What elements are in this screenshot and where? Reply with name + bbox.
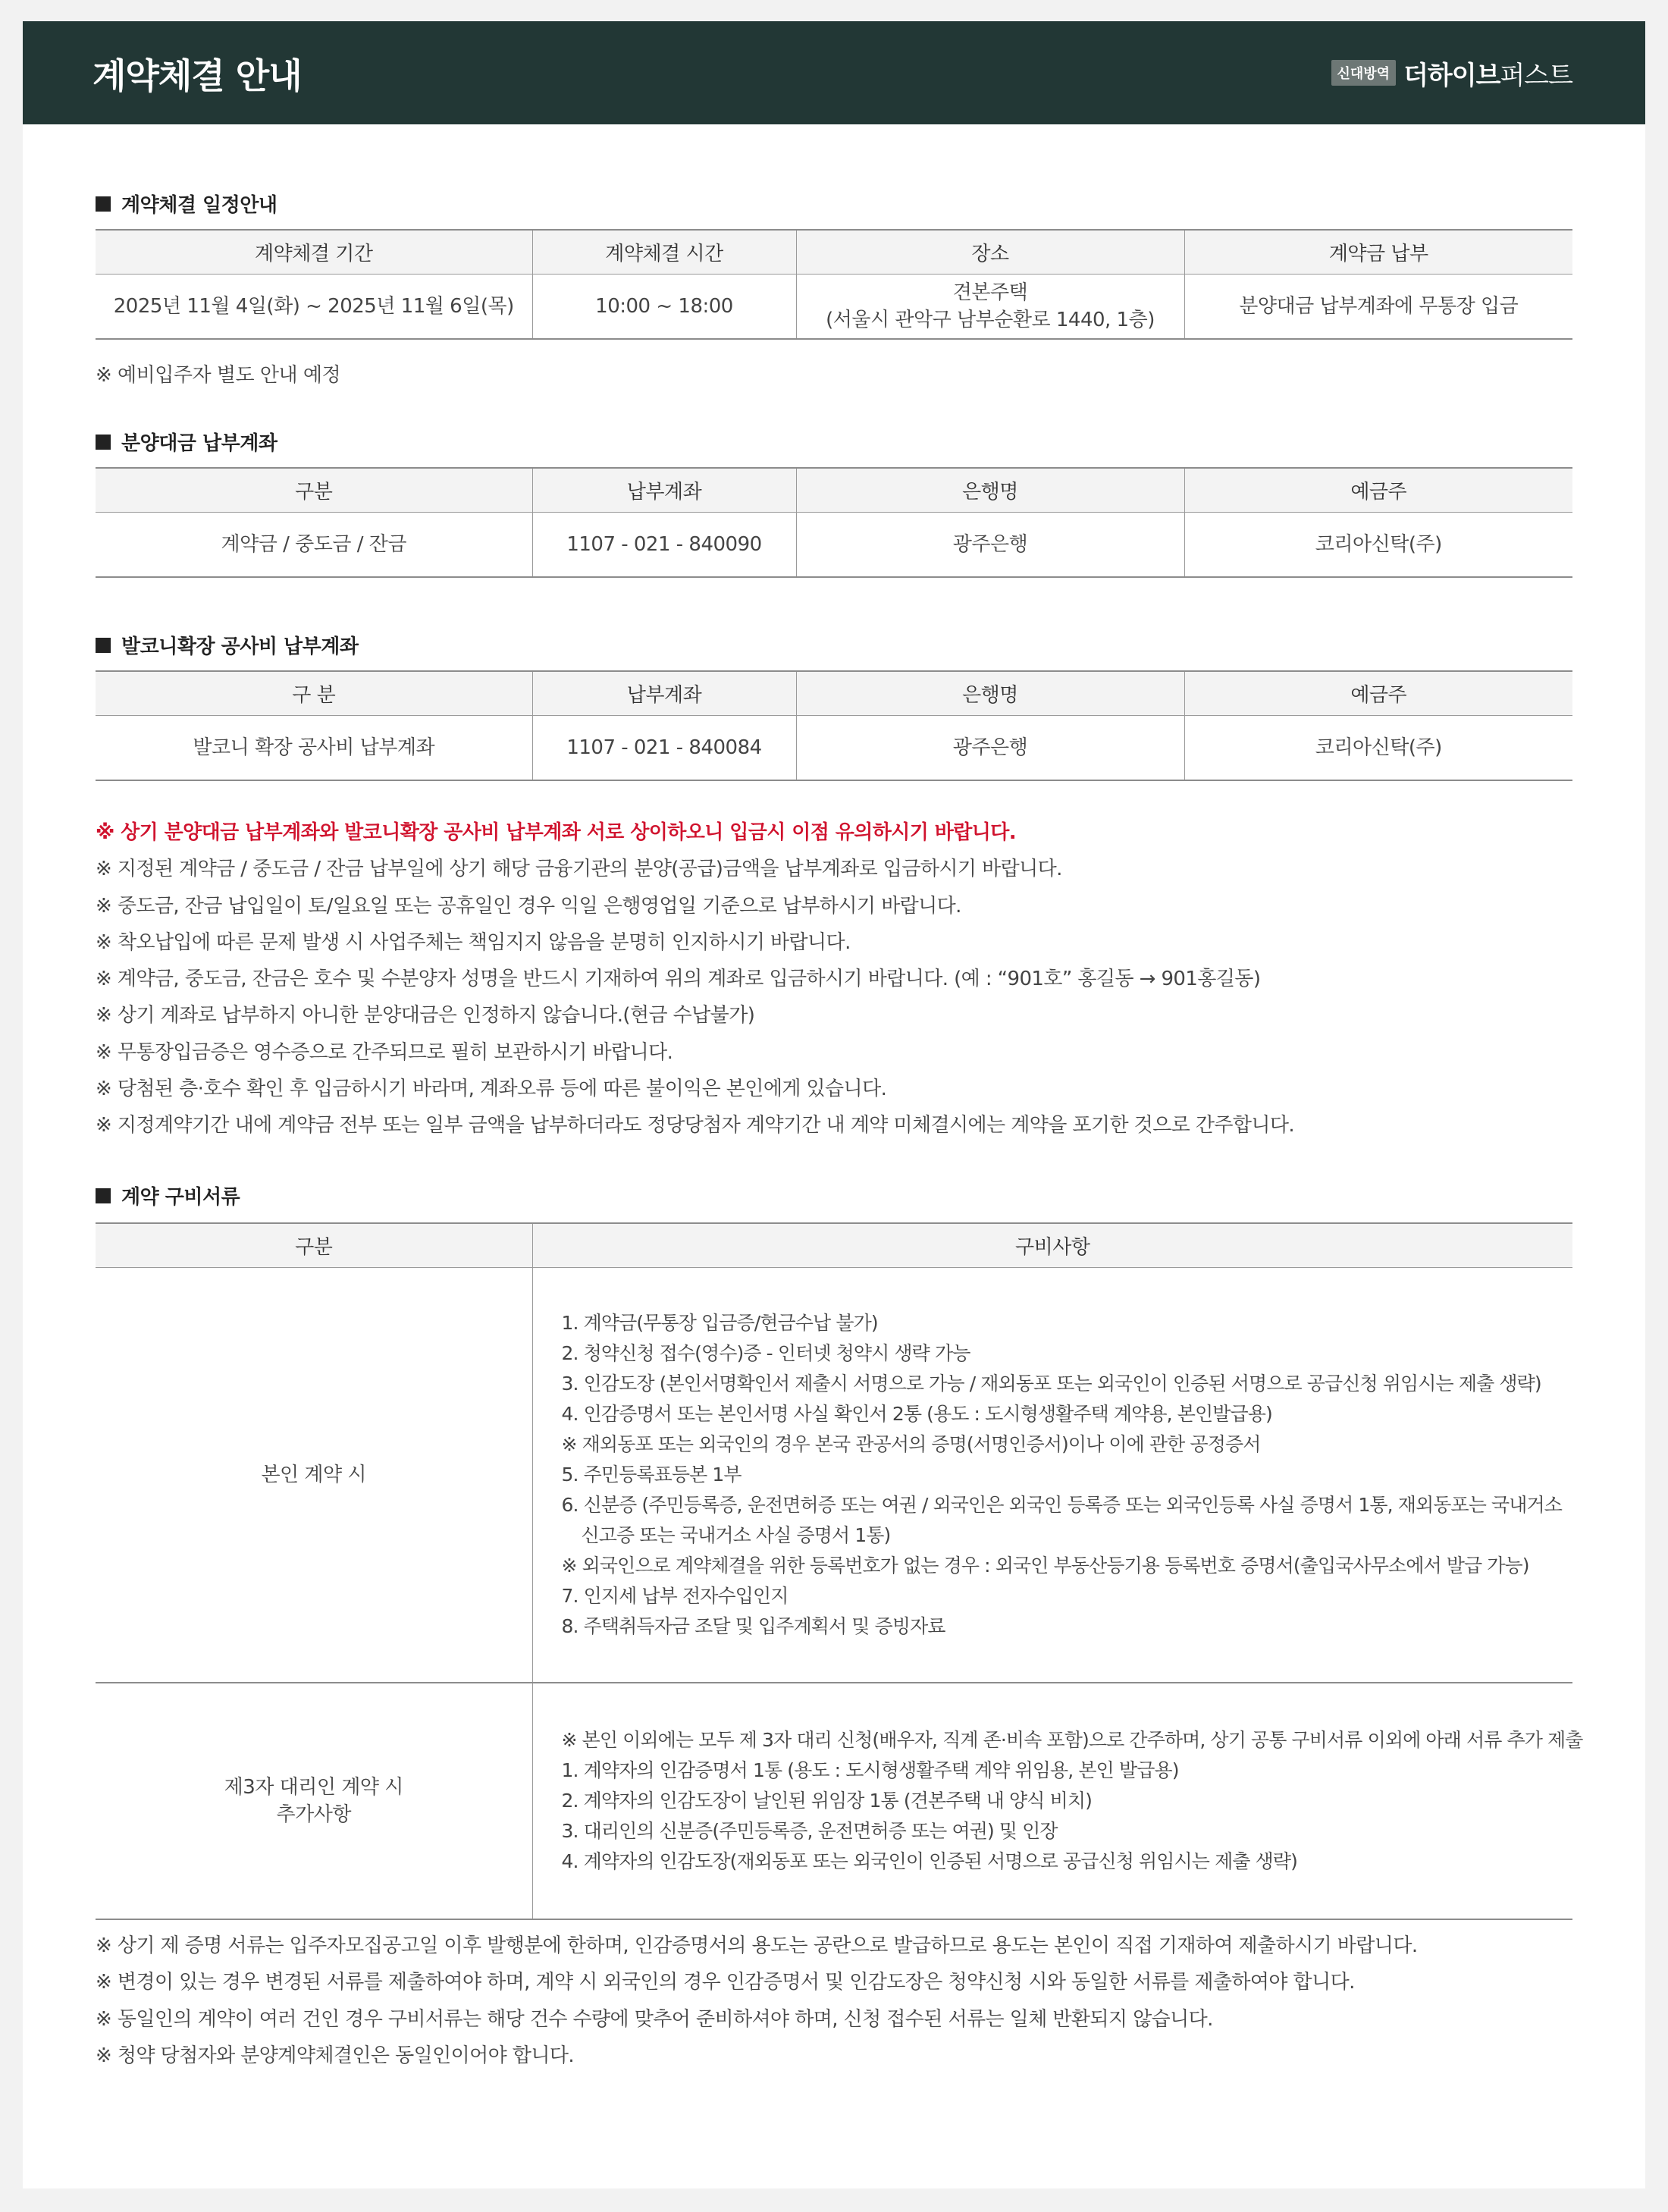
table-header-cell: 구 분 (96, 671, 532, 715)
brand-name-bold: 더하이브 (1403, 60, 1500, 91)
list-item: 3. 인감도장 (본인서명확인서 제출시 서명으로 가능 / 재외동포 또는 외국인이 인증된 서명으로 공급신청 위임시는 제출 생략) (561, 1372, 1541, 1395)
note-item: ※ 상기 계좌로 납부하지 아니한 분양대금은 인정하지 않습니다.(현금 수납불가) (96, 1004, 755, 1028)
list-item: 2. 청약신청 접수(영수)증 - 인터넷 청약시 생략 가능 (561, 1341, 970, 1364)
proxy-contract-label (96, 1683, 532, 1919)
note-item: ※ 지정된 계약금 / 중도금 / 잔금 납부일에 상기 해당 금융기관의 분양(공급)금액을 납부계좌로 입금하시기 바랍니다. (96, 858, 1062, 881)
square-bullet-icon (96, 196, 111, 212)
schedule-place (796, 274, 1184, 339)
list-item: 1. 계약금(무통장 입금증/현금수납 불가) (561, 1311, 878, 1334)
note-item: ※ 무통장입금증은 영수증으로 간주되므로 필히 보관하시기 바랍니다. (96, 1040, 673, 1064)
list-item: ※ 재외동포 또는 외국인의 경우 본국 관공서의 증명(서명인증서)이나 이에 관한 공정증서 (561, 1432, 1261, 1455)
brand-logo (1331, 58, 1573, 91)
schedule-time: 10:00 ~ 18:00 (532, 274, 796, 339)
table-header-cell: 은행명 (796, 468, 1184, 512)
section-title-text: 계약체결 일정안내 (121, 194, 277, 217)
table-header-cell: 계약체결 기간 (96, 230, 532, 274)
table-header-cell: 구비사항 (532, 1223, 1572, 1267)
note-item: ※ 계약금, 중도금, 잔금은 호수 및 수분양자 성명을 반드시 기재하여 위의 계좌로 입금하시기 바랍니다. (예 : “901호” 홍길동 → 901홍길동) (96, 968, 1261, 991)
proxy-label-line1: 제3자 대리인 계약 시 (224, 1776, 403, 1799)
table-header-cell: 계약금 납부 (1184, 230, 1572, 274)
table-header-cell: 은행명 (796, 671, 1184, 715)
table-row (96, 715, 1572, 780)
note-item: ※ 상기 제 증명 서류는 입주자모집공고일 이후 발행분에 한하며, 인감증명서의 용도는 공란으로 발급하므로 용도는 본인이 직접 기재하여 제출하시기 바랍니다. (96, 1934, 1418, 1957)
account-holder: 코리아신탁(주) (1184, 715, 1572, 780)
section-title-balcony-account (96, 631, 359, 659)
page (23, 21, 1645, 2188)
list-item: 6. 신분증 (주민등록증, 운전면허증 또는 여권 / 외국인은 외국인 등록증 또는 외국인등록 사실 증명서 1통, 재외동포는 국내거소 (561, 1493, 1563, 1516)
list-item: 3. 대리인의 신분증(주민등록증, 운전면허증 또는 여권) 및 인장 (561, 1820, 1058, 1842)
list-item: 7. 인지세 납부 전자수입인지 (561, 1584, 789, 1607)
table-header-row (96, 230, 1572, 274)
self-contract-items (532, 1267, 1572, 1683)
table-header-row (96, 1223, 1572, 1267)
document-notes (96, 1928, 1418, 2074)
schedule-place-address: (서울시 관악구 남부순환로 1440, 1층) (826, 308, 1155, 331)
note-item: ※ 당첨된 층·호수 확인 후 입금하시기 바라며, 계좌오류 등에 따른 불이익은 본인에게 있습니다. (96, 1078, 887, 1101)
schedule-table (96, 229, 1572, 340)
schedule-payment: 분양대금 납부계좌에 무통장 입금 (1184, 274, 1572, 339)
table-row (96, 1267, 1572, 1683)
table-header-cell: 장소 (796, 230, 1184, 274)
schedule-place-name: 견본주택 (952, 281, 1028, 304)
table-header-cell: 예금주 (1184, 468, 1572, 512)
note-item: ※ 청약 당첨자와 분양계약체결인은 동일인이어야 합니다. (96, 2044, 575, 2067)
proxy-label-line2: 추가사항 (276, 1803, 351, 1826)
section-title-text: 계약 구비서류 (121, 1186, 240, 1209)
section-title-text: 발코니확장 공사비 납부계좌 (121, 635, 359, 658)
note-item: ※ 변경이 있는 경우 변경된 서류를 제출하여야 하며, 계약 시 외국인의 경우 인감증명서 및 인감도장은 청약신청 시와 동일한 서류를 제출하여야 합니다. (96, 1971, 1355, 1994)
table-row (96, 1683, 1572, 1919)
list-item: ※ 본인 이외에는 모두 제 3자 대리 신청(배우자, 직계 존·비속 포함)으로 간주하며, 상기 공통 구비서류 이외에 아래 서류 추가 제출 (561, 1729, 1583, 1751)
bank-name: 광주은행 (796, 512, 1184, 577)
table-row (96, 512, 1572, 577)
list-item: ※ 외국인으로 계약체결을 위한 등록번호가 없는 경우 : 외국인 부동산등기용 등록번호 증명서(출입국사무소에서 발급 가능) (561, 1554, 1529, 1577)
note-item: ※ 착오납입에 따른 문제 발생 시 사업주체는 책임지지 않음을 분명히 인지하시기 바랍니다. (96, 930, 851, 954)
list-item: 2. 계약자의 인감도장이 날인된 위임장 1통 (견본주택 내 양식 비치) (561, 1790, 1092, 1812)
section-title-schedule (96, 190, 277, 218)
account-category: 발코니 확장 공사비 납부계좌 (96, 715, 532, 780)
table-header-cell: 구분 (96, 468, 532, 512)
table-header-row (96, 468, 1572, 512)
balcony-account-table (96, 670, 1572, 781)
bank-name: 광주은행 (796, 715, 1184, 780)
warning-note: ※ 상기 분양대금 납부계좌와 발코니확장 공사비 납부계좌 서로 상이하오니 입금시 이점 유의하시기 바랍니다. (96, 821, 1017, 844)
note-item: ※ 중도금, 잔금 납입일이 토/일요일 또는 공휴일인 경우 익일 은행영업일 기준으로 납부하시기 바랍니다. (96, 894, 961, 918)
table-header-cell: 납부계좌 (532, 468, 796, 512)
list-item: 1. 계약자의 인감증명서 1통 (용도 : 도시형생활주택 계약 위임용, 본인 발급용) (561, 1759, 1179, 1781)
section-title-sale-account (96, 428, 277, 456)
table-header-cell: 납부계좌 (532, 671, 796, 715)
list-item: 5. 주민등록표등본 1부 (561, 1463, 742, 1486)
table-header-cell: 예금주 (1184, 671, 1572, 715)
square-bullet-icon (96, 435, 111, 450)
square-bullet-icon (96, 638, 111, 653)
sale-account-table (96, 467, 1572, 578)
schedule-note: ※ 예비입주자 별도 안내 예정 (96, 364, 341, 387)
brand-tag: 신대방역 (1331, 60, 1397, 86)
brand-name-light: 퍼스트 (1500, 60, 1572, 91)
table-header-cell: 계약체결 시간 (532, 230, 796, 274)
list-item: 8. 주택취득자금 조달 및 입주계획서 및 증빙자료 (561, 1614, 945, 1637)
payment-notes (96, 814, 1294, 1144)
list-item: 4. 계약자의 인감도장(재외동포 또는 외국인이 인증된 서명으로 공급신청 위임시는 제출 생략) (561, 1850, 1297, 1872)
header-bar (23, 21, 1645, 124)
account-number: 1107 - 021 - 840084 (532, 715, 796, 780)
table-header-row (96, 671, 1572, 715)
square-bullet-icon (96, 1188, 111, 1203)
table-header-cell: 구분 (96, 1223, 532, 1267)
account-number: 1107 - 021 - 840090 (532, 512, 796, 577)
account-category: 계약금 / 중도금 / 잔금 (96, 512, 532, 577)
schedule-period: 2025년 11월 4일(화) ~ 2025년 11월 6일(목) (96, 274, 532, 339)
section-title-documents (96, 1181, 240, 1210)
brand-name (1403, 55, 1572, 92)
note-item: ※ 동일인의 계약이 여러 건인 경우 구비서류는 해당 건수 수량에 맞추어 준비하셔야 하며, 신청 접수된 서류는 일체 반환되지 않습니다. (96, 2007, 1213, 2031)
section-title-text: 분양대금 납부계좌 (121, 432, 277, 455)
self-contract-label: 본인 계약 시 (96, 1267, 532, 1683)
documents-table (96, 1222, 1583, 1920)
note-item: ※ 지정계약기간 내에 계약금 전부 또는 일부 금액을 납부하더라도 정당당첨자 계약기간 내 계약 미체결시에는 계약을 포기한 것으로 간주합니다. (96, 1114, 1295, 1137)
account-holder: 코리아신탁(주) (1184, 512, 1572, 577)
list-item: 4. 인감증명서 또는 본인서명 사실 확인서 2통 (용도 : 도시형생활주택 계약용, 본인발급용) (561, 1402, 1272, 1425)
table-row (96, 274, 1572, 339)
page-title: 계약체결 안내 (92, 55, 302, 96)
list-item: 신고증 또는 국내거소 사실 증명서 1통) (581, 1523, 891, 1546)
proxy-contract-items (532, 1683, 1583, 1919)
